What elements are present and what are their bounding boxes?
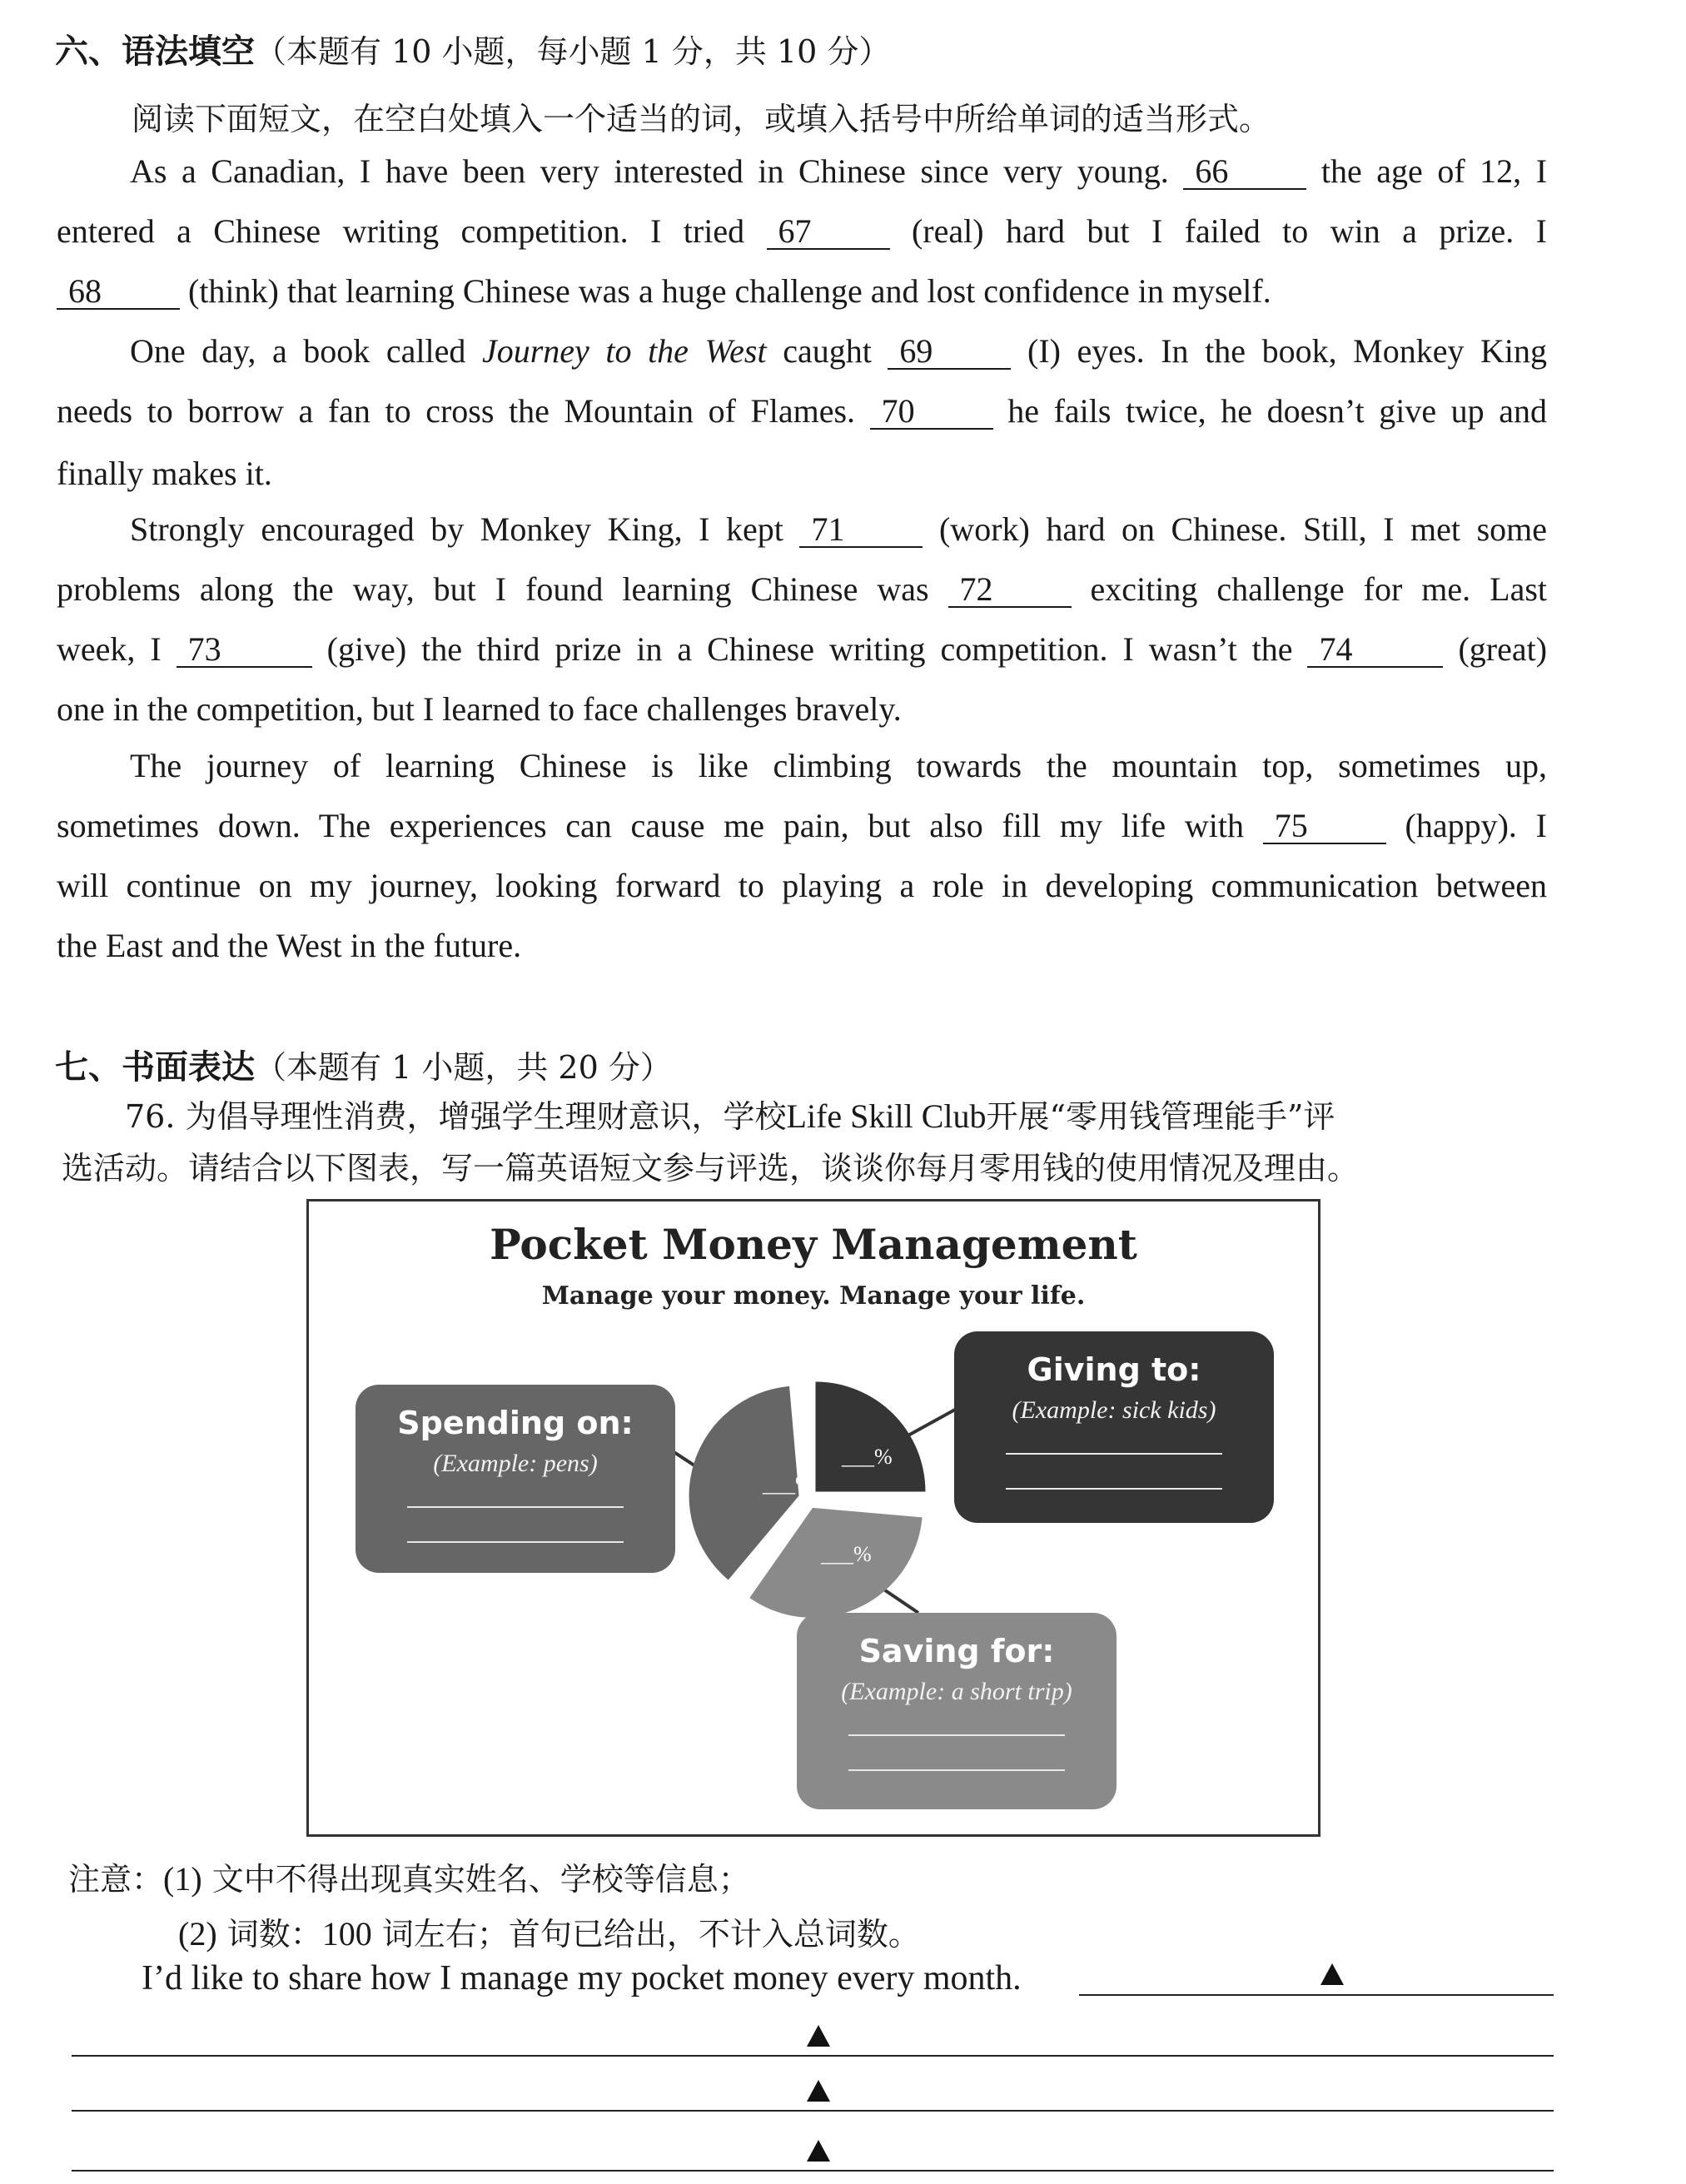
giving-title: Giving to: (1027, 1351, 1201, 1388)
p4-line3: will continue on my journey, looking forward to playing a role in developing communication between (57, 867, 1547, 904)
p3-line2: problems along the way, but I found learning Chinese was 72 exciting challenge for me. Last (57, 570, 1547, 608)
p2-line1: One day, a book called Journey to the West caught 69 (I) eyes. In the book, Monkey King (130, 332, 1548, 370)
pie-slice-giving (815, 1382, 925, 1492)
giving-example: (Example: sick kids) (1012, 1396, 1216, 1424)
giving-write-line-2 (1006, 1488, 1222, 1490)
blank-69[interactable]: 69 (888, 335, 1011, 370)
figure-subtitle: Manage your money. Manage your life. (541, 1281, 1086, 1311)
p4-line1: The journey of learning Chinese is like climbing towards the mountain top, sometimes up, (130, 747, 1547, 784)
blank-71[interactable]: 71 (799, 513, 923, 548)
answer-line-1[interactable] (1079, 1994, 1554, 1996)
giving-box (954, 1331, 1274, 1523)
section7-title: 七、书面表达 (55, 1047, 255, 1087)
section7-prompt-line1: 76. 为倡导理性消费，增强学生理财意识，学校Life Skill Club开展“零用钱管理能手”评 (125, 1097, 1335, 1135)
saving-write-line-2 (848, 1769, 1065, 1771)
triangle-icon (807, 2025, 830, 2047)
note-2: (2) 词数：100 词左右；首句已给出，不计入总词数。 (178, 1915, 920, 1953)
section7-subtitle: （本题有 1 小题，共 20 分） (255, 1049, 672, 1086)
spending-title: Spending on: (397, 1405, 634, 1441)
p1-line2: entered a Chinese writing competition. I tried 67 (real) hard but I failed to win a prize. I (57, 212, 1547, 250)
p3-line4: one in the competition, but I learned to face challenges bravely. (57, 690, 902, 728)
pct-label-saving: ___% (821, 1542, 872, 1566)
saving-write-line-1 (848, 1734, 1065, 1736)
p2-line3: finally makes it. (57, 455, 272, 492)
triangle-icon (807, 2080, 830, 2102)
p4-line2: sometimes down. The experiences can cause me pain, but also fill my life with 75 (happy). I (57, 807, 1547, 844)
p1-line1: As a Canadian, I have been very interested in Chinese since very young. 66 the age of 12, I (130, 152, 1548, 190)
first-sentence: I’d like to share how I manage my pocket money every month. (142, 1959, 1022, 1997)
saving-title: Saving for: (858, 1633, 1055, 1669)
blank-70[interactable]: 70 (870, 395, 993, 430)
pocket-money-figure (306, 1199, 1320, 1837)
p1-line3: 68 (think) that learning Chinese was a huge challenge and lost confidence in myself. (57, 271, 1547, 311)
section6-heading (55, 25, 890, 72)
answer-line-3[interactable] (72, 2110, 1554, 2112)
p3-line3: week, I 73 (give) the third prize in a Chinese writing competition. I wasn’t the 74 (great) (57, 630, 1548, 668)
p4-line4: the East and the West in the future. (57, 927, 522, 964)
pct-label-spending: ___% (763, 1472, 813, 1496)
blank-72[interactable]: 72 (948, 573, 1072, 608)
spending-box (356, 1385, 675, 1573)
spending-write-line-1 (407, 1506, 624, 1508)
section6-instruction: 阅读下面短文，在空白处填入一个适当的词，或填入括号中所给单词的适当形式。 (132, 101, 1271, 137)
blank-67[interactable]: 67 (767, 215, 890, 250)
spending-write-line-2 (407, 1541, 624, 1543)
blank-68[interactable]: 68 (57, 275, 180, 310)
answer-line-4[interactable] (72, 2170, 1554, 2172)
triangle-icon (807, 2140, 830, 2162)
p2-line2: needs to borrow a fan to cross the Mountain of Flames. 70 he fails twice, he doesn’t give up and (57, 392, 1548, 430)
saving-box (797, 1613, 1117, 1809)
giving-write-line-1 (1006, 1453, 1222, 1455)
note-1: 注意：(1) 文中不得出现真实姓名、学校等信息； (68, 1860, 750, 1898)
triangle-icon (1320, 1963, 1344, 1985)
section7-prompt-line2: 选活动。请结合以下图表，写一篇英语短文参与评选，谈谈你每月零用钱的使用情况及理由。 (62, 1150, 1360, 1187)
section6-title: 六、语法填空 (55, 32, 255, 71)
section6-subtitle: （本题有 10 小题，每小题 1 分，共 10 分） (255, 33, 891, 70)
blank-73[interactable]: 73 (177, 633, 312, 668)
pct-label-giving: ___% (842, 1445, 893, 1469)
saving-example: (Example: a short trip) (841, 1678, 1072, 1705)
spending-example: (Example: pens) (433, 1450, 598, 1477)
book-title: Journey to the West (481, 332, 767, 370)
section7-heading (55, 1041, 672, 1088)
answer-line-2[interactable] (72, 2055, 1554, 2057)
blank-74[interactable]: 74 (1307, 633, 1443, 668)
figure-title: Pocket Money Management (490, 1220, 1137, 1269)
p3-line1: Strongly encouraged by Monkey King, I kept 71 (work) hard on Chinese. Still, I met some (130, 510, 1547, 548)
blank-66[interactable]: 66 (1183, 155, 1306, 190)
blank-75[interactable]: 75 (1263, 809, 1386, 844)
